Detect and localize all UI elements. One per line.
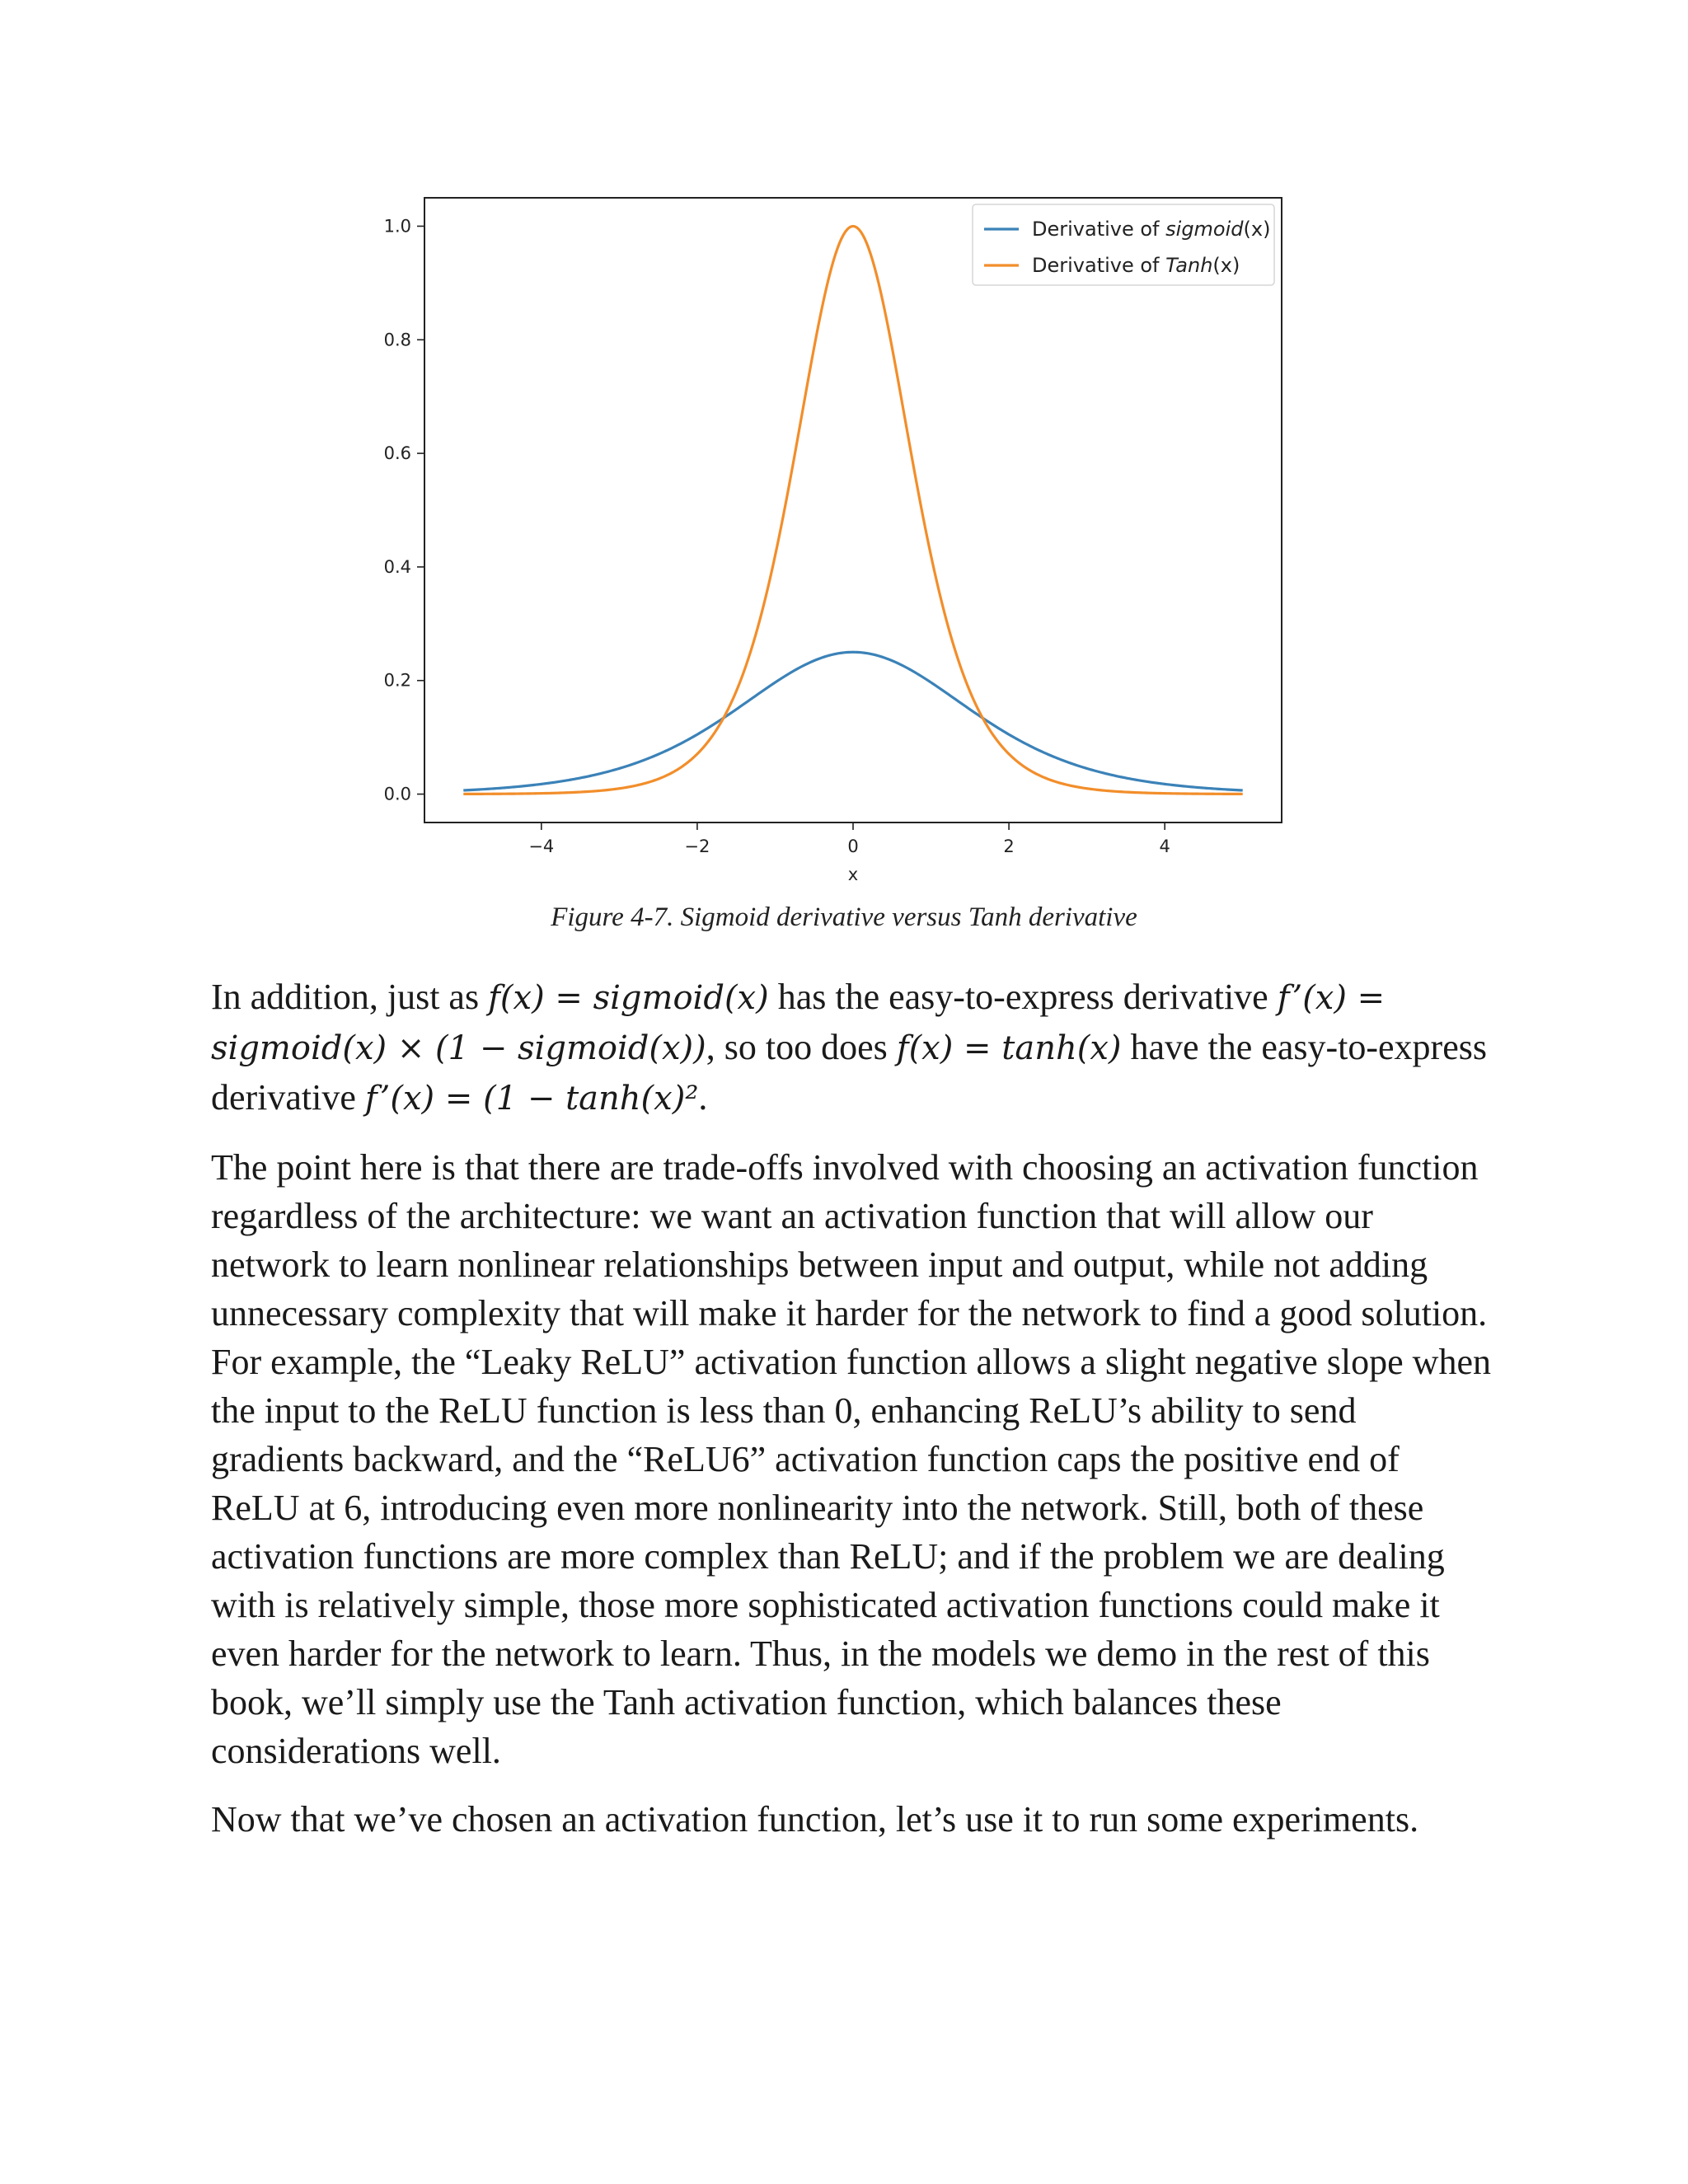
math-sigmoid-derivative: f’(x) = sigmoid(x) × (1 − sigmoid(x)) [211, 979, 1386, 1067]
series-line-0 [463, 652, 1242, 790]
figure-caption: Figure 4-7. Sigmoid derivative versus Tanh derivative [551, 902, 1137, 932]
x-tick-label: 0 [847, 837, 859, 856]
y-tick-label: 0.2 [383, 670, 411, 691]
series-line-1 [463, 226, 1242, 794]
legend-label-1: Derivative of Tanh(x) [1032, 254, 1240, 277]
math-tanh-def: f(x) = tanh(x) [896, 1029, 1122, 1067]
y-tick-label: 1.0 [383, 216, 411, 237]
para1-text-4: have the easy-to-express derivative [211, 1027, 1487, 1118]
paragraph-derivatives [211, 972, 1497, 1123]
y-tick-label: 0.4 [383, 556, 411, 577]
chart-svg [330, 181, 1319, 907]
para1-text-1: In addition, just as [211, 977, 489, 1017]
paragraph-tradeoffs: The point here is that there are trade-offs involved with choosing an activation function regardless of the architecture: we want an activation function that will allow our network to learn nonlinear relationships between input and output, while not adding unnecessary complexity that will make it harder for the network to find a good solution. For example, the “Leaky ReLU” activation function allows a slight negative slope when the input to the ReLU function is less than 0, enhancing ReLU’s ability to send gradients backward, and the “ReLU6” activation function caps the positive end of ReLU at 6, introducing even more nonlinearity into the network. Still, both of these activation functions are more complex than ReLU; and if the problem we are dealing with is relatively simple, those more sophisticated activation functions could make it even harder for the network to learn. Thus, in the models we demo in the rest of this book, we’ll simply use the Tanh activation function, which balances these considerations well. [211, 1147, 1491, 1771]
paragraph-conclusion: Now that we’ve chosen an activation function, let’s use it to run some experiments. [211, 1799, 1419, 1840]
y-tick-label: 0.6 [383, 443, 411, 464]
body-text [211, 972, 1497, 1863]
plot-frame [424, 198, 1282, 823]
x-tick-label: −2 [684, 837, 710, 856]
math-tanh-derivative: f’(x) = (1 − tanh(x)² [364, 1080, 699, 1118]
x-tick-label: 4 [1159, 837, 1170, 856]
legend-label-0: Derivative of sigmoid(x) [1032, 218, 1271, 241]
math-sigmoid-def: f(x) = sigmoid(x) [488, 979, 769, 1017]
para1-text-5: . [698, 1077, 708, 1118]
x-axis-label: x [847, 865, 859, 884]
y-tick-label: 0.0 [383, 784, 411, 804]
para1-text-3: , so too does [706, 1027, 897, 1067]
x-tick-label: −4 [528, 837, 555, 856]
y-tick-label: 0.8 [383, 330, 411, 350]
para1-text-2: has the easy-to-express derivative [768, 977, 1278, 1017]
x-tick-label: 2 [1003, 837, 1015, 856]
figure-chart [330, 181, 1319, 907]
